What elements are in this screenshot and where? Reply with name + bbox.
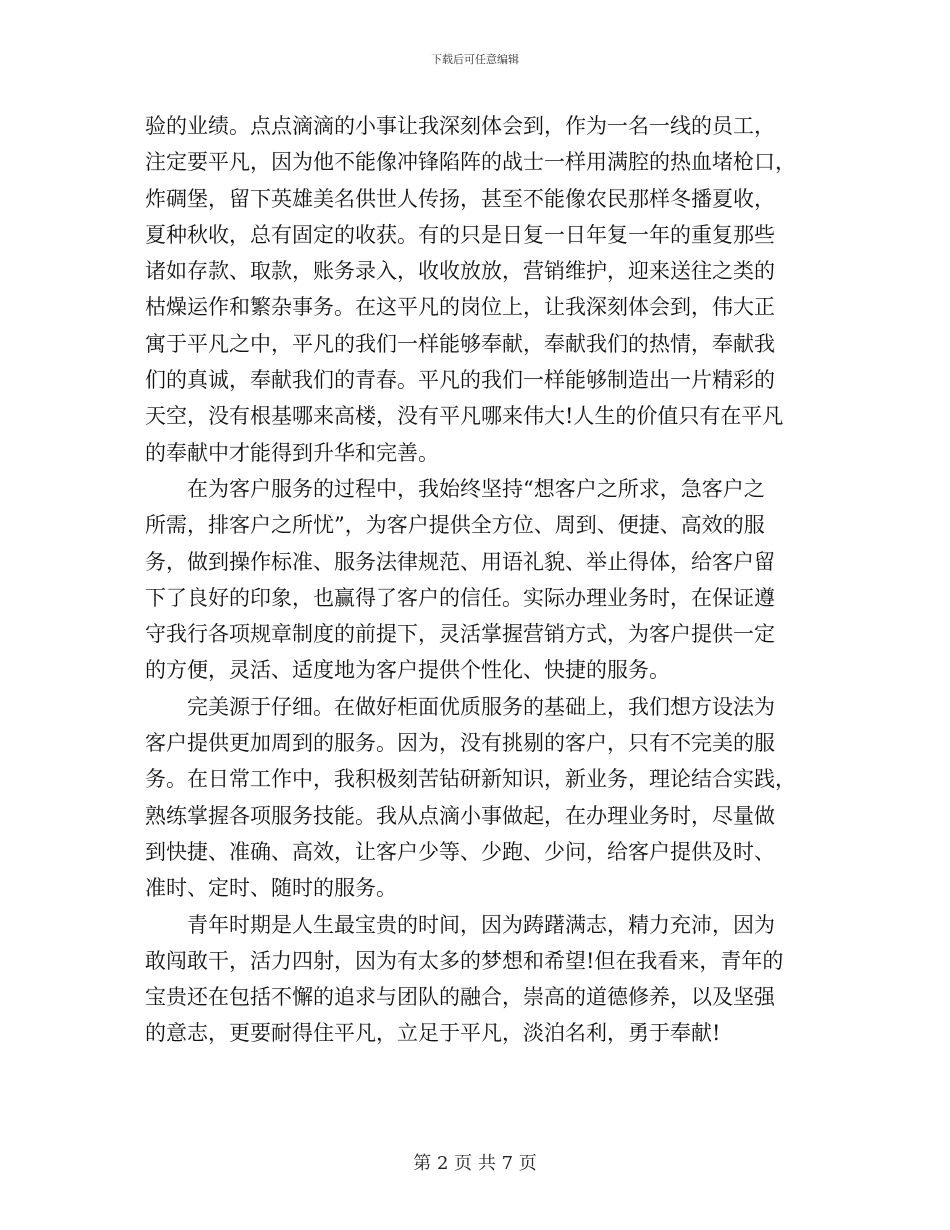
text-line: 的方便，灵活、适度地为客户提供个性化、快捷的服务。 bbox=[145, 658, 670, 683]
paragraph-2 bbox=[145, 471, 805, 689]
text-line: 宝贵还在包括不懈的追求与团队的融合，崇高的道德修养，以及坚强 bbox=[145, 985, 775, 1010]
text-line: 诸如存款、取款，账务录入，收收放放，营销维护，迎来送往之类的 bbox=[145, 259, 775, 284]
document-body bbox=[145, 108, 805, 1052]
text-line: 寓于平凡之中，平凡的我们一样能够奉献，奉献我们的热情，奉献我 bbox=[145, 331, 775, 356]
text-line: 客户提供更加周到的服务。因为，没有挑剔的客户，只有不完美的服 bbox=[145, 731, 775, 756]
text-line: 准时、定时、随时的服务。 bbox=[145, 876, 397, 901]
text-line: 务。在日常工作中，我积极刻苦钻研新知识，新业务，理论结合实践， bbox=[145, 767, 796, 792]
text-line: 验的业绩。点点滴滴的小事让我深刻体会到，作为一名一线的员工， bbox=[145, 114, 775, 138]
text-line: 所需，排客户之所忧”，为客户提供全方位、周到、便捷、高效的服 bbox=[145, 513, 765, 538]
text-line: 的意志，更要耐得住平凡，立足于平凡，淡泊名利，勇于奉献! bbox=[145, 1021, 721, 1046]
text-line: 注定要平凡，因为他不能像冲锋陷阵的战士一样用满腔的热血堵枪口， bbox=[145, 150, 796, 175]
paragraph-1 bbox=[145, 108, 805, 471]
text-line: 守我行各项规章制度的前提下，灵活掌握营销方式，为客户提供一定 bbox=[145, 622, 775, 647]
text-line: 炸碉堡，留下英雄美名供世人传扬，甚至不能像农民那样冬播夏收， bbox=[145, 186, 775, 211]
text-line: 们的真诚，奉献我们的青春。平凡的我们一样能够制造出一片精彩的 bbox=[145, 368, 775, 393]
text-line: 天空，没有根基哪来高楼，没有平凡哪来伟大!人生的价值只有在平凡 bbox=[145, 404, 784, 429]
text-line: 务，做到操作标准、服务法律规范、用语礼貌、举止得体，给客户留 bbox=[145, 549, 775, 574]
text-line: 熟练掌握各项服务技能。我从点滴小事做起，在办理业务时，尽量做 bbox=[145, 803, 775, 828]
text-line: 完美源于仔细。在做好柜面优质服务的基础上，我们想方设法为 bbox=[187, 694, 775, 719]
page-number-footer: 第 2 页 共 7 页 bbox=[413, 1153, 537, 1174]
page-header-note: 下载后可任意编辑 bbox=[431, 53, 519, 66]
text-line: 的奉献中才能得到升华和完善。 bbox=[145, 440, 439, 465]
text-line: 敢闯敢干，活力四射，因为有太多的梦想和希望!但在我看来，青年的 bbox=[145, 948, 784, 973]
paragraph-4 bbox=[145, 907, 805, 1052]
text-line: 夏种秋收，总有固定的收获。有的只是日复一日年复一年的重复那些 bbox=[145, 222, 775, 247]
text-line: 到快捷、准确、高效，让客户少等、少跑、少问，给客户提供及时、 bbox=[145, 839, 775, 864]
text-line: 枯燥运作和繁杂事务。在这平凡的岗位上，让我深刻体会到，伟大正 bbox=[145, 295, 775, 320]
text-line: 青年时期是人生最宝贵的时间，因为踌躇满志，精力充沛，因为 bbox=[187, 912, 775, 937]
text-line: 在为客户服务的过程中，我始终坚持“想客户之所求，急客户之 bbox=[187, 476, 765, 501]
paragraph-3 bbox=[145, 689, 805, 907]
text-line: 下了良好的印象，也赢得了客户的信任。实际办理业务时，在保证遵 bbox=[145, 585, 775, 610]
